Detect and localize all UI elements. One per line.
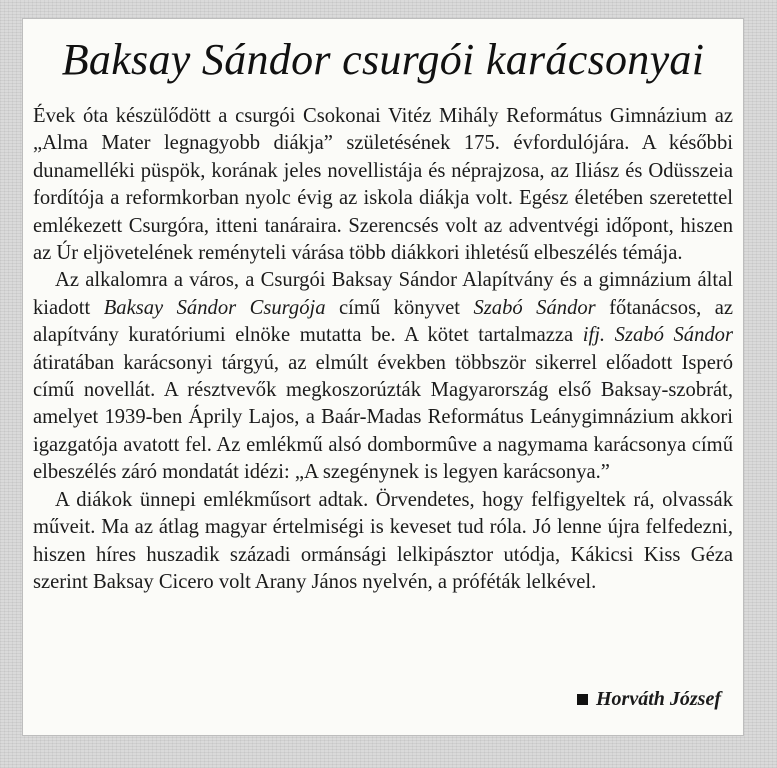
paragraph-3: A diákok ünnepi emlékműsort adtak. Örvendetes, hogy felfigyeltek rá, olvassák műveit. Ma az átlag magyar értelmiségi is keveset tud róla. Jó lenne újra felfedezni, hiszen híres huszadik századi ormánsági lelkipásztor utódja, Kákicsi Kiss Géza szerint Baksay Cicero volt Arany János nyelvén, a próféták lelkével. bbox=[33, 488, 733, 593]
article-body bbox=[33, 103, 733, 596]
presenter-name: Szabó Sándor bbox=[473, 296, 596, 319]
paragraph-2 bbox=[33, 267, 733, 486]
book-title: Baksay Sándor Csurgója bbox=[103, 296, 326, 319]
author-name: Horváth József bbox=[596, 688, 721, 710]
paragraph-2-text-2: című könyvet bbox=[325, 296, 474, 319]
paragraph-1: Évek óta készülődött a csurgói Csokonai Vitéz Mihály Református Gimnázium az „Alma Mater legnagyobb diákja” születésének 175. évfordulójára. A későbbi dunamelléki püspök, korának jeles novellistája és néprajzosa, az Iliász és Odüsszeia fordítója a reformkorban nyolc évig az iskola diákja volt. Egész életében szeretettel emlékezett Csurgóra, itteni tanáraira. Szerencsés volt az adventvégi időpont, hiszen az Úr eljövetelének reményteli várása több diákkori ihletésű elbeszélés témája. bbox=[33, 105, 733, 265]
paragraph-2-text-4: átiratában karácsonyi tárgyú, az elmúlt években többször sikerrel előadott Isperó című novellát. A résztvevők megkoszorúzták Magyarország első Baksay-szobrát, amelyet 1939-ben Áprily Lajos, a Baár-Madas Református Leánygimnázium akkori igazgatója avatott fel. Az emlékmű alsó dombormûve a nagymama karácsonya című elbeszélés záró mondatát idézi: „A szegénynek is legyen karácsonya.” bbox=[33, 351, 733, 484]
article-title: Baksay Sándor csurgói karácsonyai bbox=[61, 35, 705, 84]
end-mark-square-icon bbox=[577, 694, 588, 705]
article-clipping bbox=[22, 18, 744, 736]
author-signature bbox=[577, 688, 721, 711]
adapter-name: ifj. Szabó Sándor bbox=[582, 324, 733, 347]
paragraph-2-text-1: Az alkalomra a város, a Csurgói Baksay Sándor Alapítvány és a gimnázium által kiadott bbox=[33, 269, 733, 319]
paragraph-2-text-3: főtanácsos, az alapítvány kuratóriumi elnöke mutatta be. A kötet tartalmazza bbox=[33, 296, 733, 347]
